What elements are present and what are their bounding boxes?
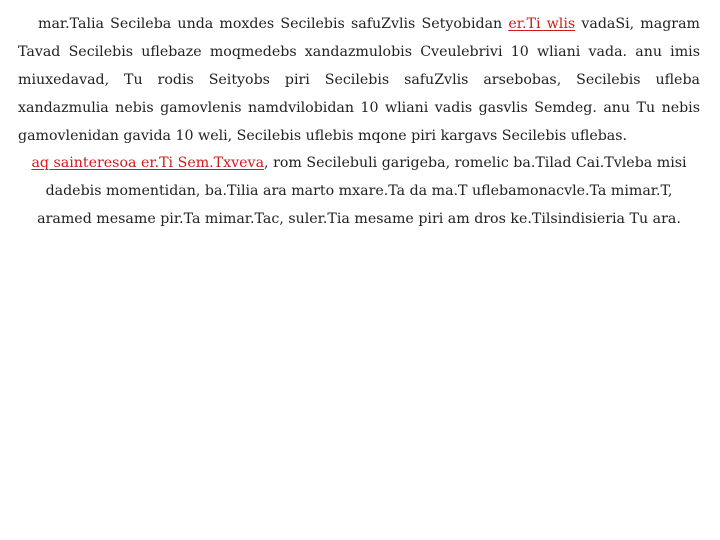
paragraph-1-highlight: er.Ti wlis: [508, 16, 576, 32]
paragraph-2-highlight: aq sainteresoa er.Ti Sem.Txveva: [31, 155, 265, 171]
paragraph-1: [18, 10, 700, 150]
paragraph-1-text-end: vadaSi, magram Tavad Secilebis uflebaze moqmedebs xandazmulobis Cveulebrivi 10 wliani vada. anu imis miuxedavad, Tu rodis Seityobs piri Secilebis safuZvlis arsebobas, Secilebis ufleba xandazmulia nebis gamovlenis namdvilobidan 10 wliani vadis gasvlis Semdeg. anu Tu nebis gamovlenidan gavida 10 weli, Secilebis uflebis mqone piri kargavs Secilebis uflebas.: [18, 16, 700, 144]
paragraph-2: [30, 149, 688, 233]
paragraph-2-text: , rom Secilebuli garigeba, romelic ba.Tilad Cai.Tvleba misi dadebis momentidan, ba.Tilia ara marto mxare.Ta da ma.T uflebamonacvle.Ta mimar.T, aramed mesame pir.Ta mimar.Tac, suler.Tia mesame piri am dros ke.Tilsindisieria Tu ara.: [37, 155, 687, 227]
paragraph-1-text-start: mar.Talia Secileba unda moxdes Secilebis safuZvlis Setyobidan: [38, 16, 509, 32]
